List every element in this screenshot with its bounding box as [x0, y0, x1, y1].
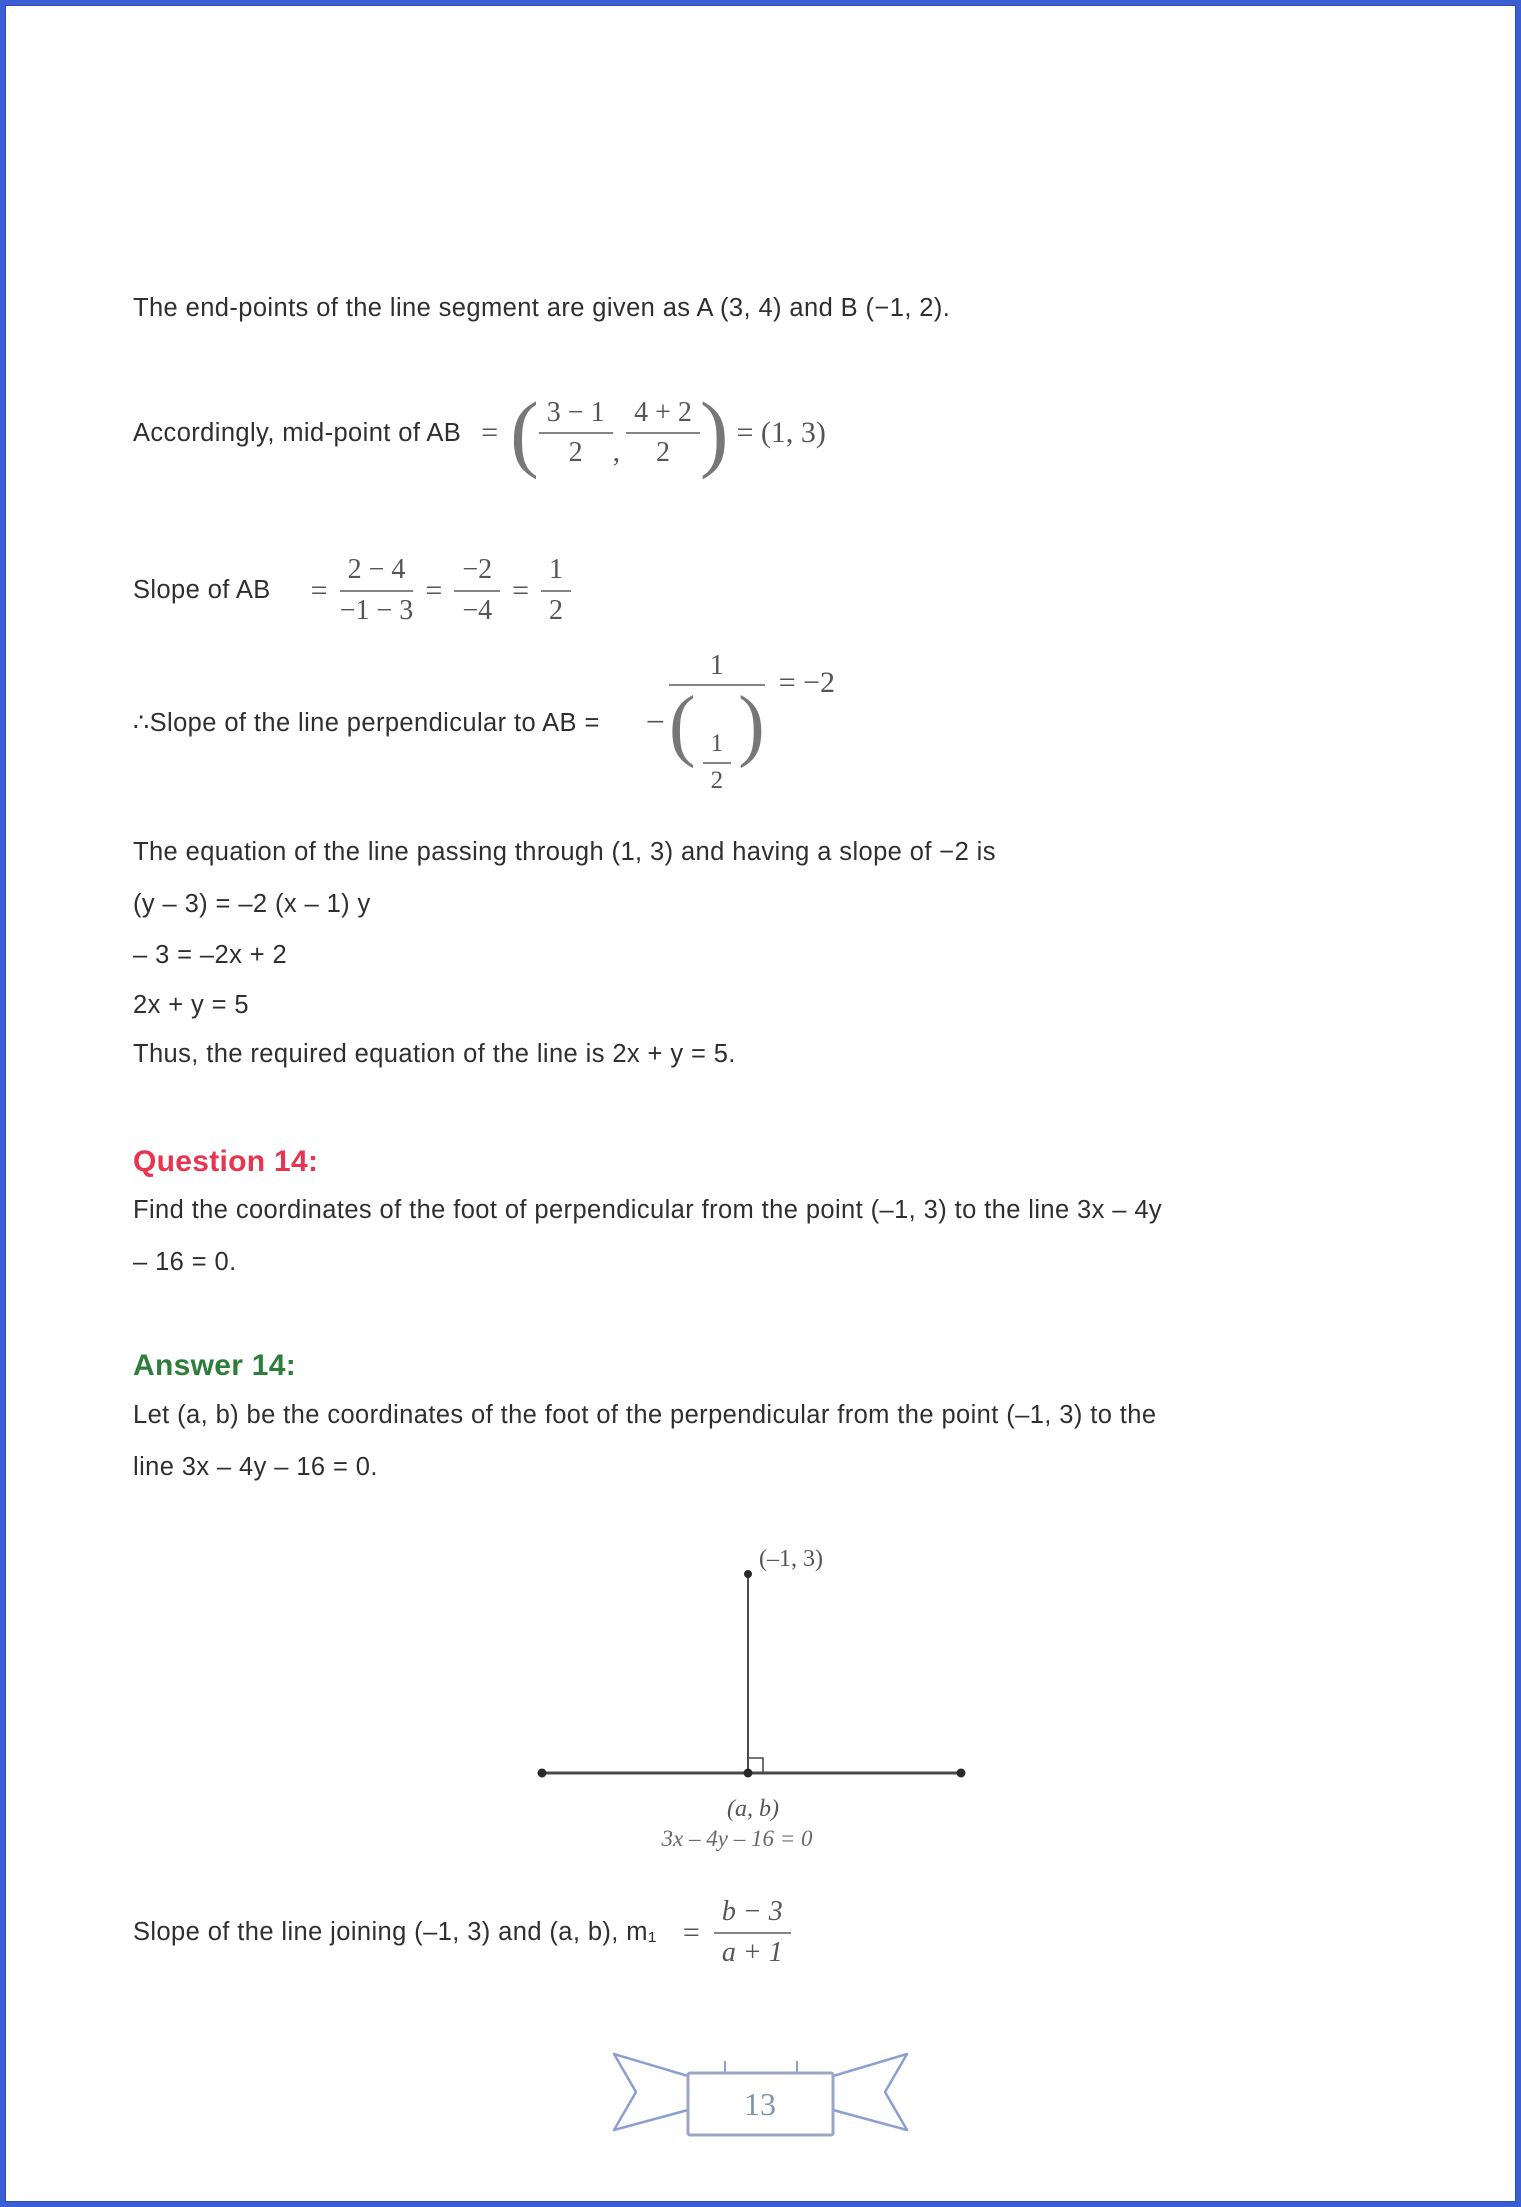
question-line-1: Find the coordinates of the foot of perpendicular from the point (–1, 3) to the line 3x – 4y: [133, 1196, 1163, 1224]
fraction-numerator: −2: [454, 554, 500, 591]
geometry-diagram: [500, 1530, 1000, 1860]
fraction-numerator: 3 − 1: [539, 397, 613, 434]
slope-fraction-3: [541, 554, 571, 626]
minus-sign: −: [645, 704, 665, 741]
fraction-denominator: −1 − 3: [339, 594, 414, 626]
right-paren: ): [738, 681, 765, 770]
equation-conclusion: Thus, the required equation of the line is 2x + y = 5.: [133, 1040, 736, 1068]
page-number: 13: [744, 2086, 776, 2122]
top-point-dot: [744, 1570, 752, 1578]
inner-fraction: [703, 730, 732, 796]
line-equation-label: 3x – 4y – 16 = 0: [661, 1826, 813, 1851]
answer-heading: Answer 14:: [133, 1349, 297, 1382]
perp-fraction: [669, 650, 765, 796]
comma-separator: ,: [612, 435, 621, 468]
slope-ab-label: Slope of AB: [133, 576, 271, 604]
slope-joining-row: [133, 1880, 791, 1985]
point-label: (–1, 3): [759, 1546, 823, 1572]
perp-slope-row: [133, 648, 835, 798]
fraction-numerator: b − 3: [714, 1896, 791, 1933]
point-dot: [957, 1769, 966, 1778]
slope-fraction-2: [454, 554, 500, 626]
page-ribbon: [600, 2048, 920, 2148]
slope-joining-label: Slope of the line joining (–1, 3) and (a, b), m₁: [133, 1918, 657, 1946]
midpoint-fraction-1: [539, 397, 613, 469]
fraction-denominator: [668, 681, 765, 796]
foot-point-dot: [744, 1769, 753, 1778]
question-line-2: – 16 = 0.: [133, 1248, 237, 1276]
fraction-numerator: 1: [669, 650, 765, 686]
question-heading: Question 14:: [133, 1145, 319, 1178]
fraction-denominator: 2: [710, 767, 724, 795]
equation-line: (y – 3) = –2 (x – 1) y: [133, 890, 371, 918]
midpoint-result: = (1, 3): [736, 416, 826, 449]
fraction-numerator: 1: [703, 730, 732, 764]
answer-line-1: Let (a, b) be the coordinates of the foot of the perpendicular from the point (–1, 3) to the: [133, 1401, 1157, 1429]
equation-line: 2x + y = 5: [133, 991, 249, 1019]
paragraph-endpoints: The end-points of the line segment are given as A (3, 4) and B (−1, 2).: [133, 294, 951, 322]
equals-sign: =: [682, 1915, 700, 1949]
fraction-denominator: −4: [462, 594, 493, 626]
midpoint-row: [133, 383, 826, 483]
equals-sign: =: [425, 573, 443, 607]
perp-slope-result: = −2: [778, 666, 836, 699]
fraction-numerator: 1: [541, 554, 571, 591]
midpoint-label: Accordingly, mid-point of AB: [133, 418, 462, 447]
left-paren: (: [510, 384, 539, 481]
ribbon-right-tail: [833, 2054, 907, 2130]
fraction-numerator: 4 + 2: [626, 397, 700, 434]
equals-sign: =: [512, 573, 530, 607]
perp-slope-label: ∴Slope of the line perpendicular to AB =: [133, 709, 600, 737]
answer-line-2: line 3x – 4y – 16 = 0.: [133, 1453, 378, 1481]
slope-joining-fraction: [714, 1896, 791, 1968]
equals-sign: =: [310, 573, 328, 607]
left-paren: (: [668, 681, 696, 770]
right-paren: ): [699, 384, 729, 481]
slope-ab-row: [133, 543, 571, 638]
fraction-numerator: 2 − 4: [340, 554, 414, 591]
foot-label: (a, b): [727, 1796, 779, 1822]
equals-sign: =: [481, 416, 499, 449]
midpoint-fraction-2: [626, 397, 700, 469]
fraction-denominator: 2: [568, 437, 583, 468]
equation-intro: The equation of the line passing through (1, 3) and having a slope of −2 is: [133, 838, 996, 866]
fraction-denominator: 2: [549, 594, 564, 626]
point-dot: [538, 1769, 547, 1778]
ribbon-left-tail: [614, 2054, 688, 2130]
fraction-denominator: a + 1: [721, 1936, 783, 1968]
slope-fraction-1: [340, 554, 414, 626]
equation-line: – 3 = –2x + 2: [133, 941, 288, 969]
fraction-denominator: 2: [655, 437, 670, 468]
